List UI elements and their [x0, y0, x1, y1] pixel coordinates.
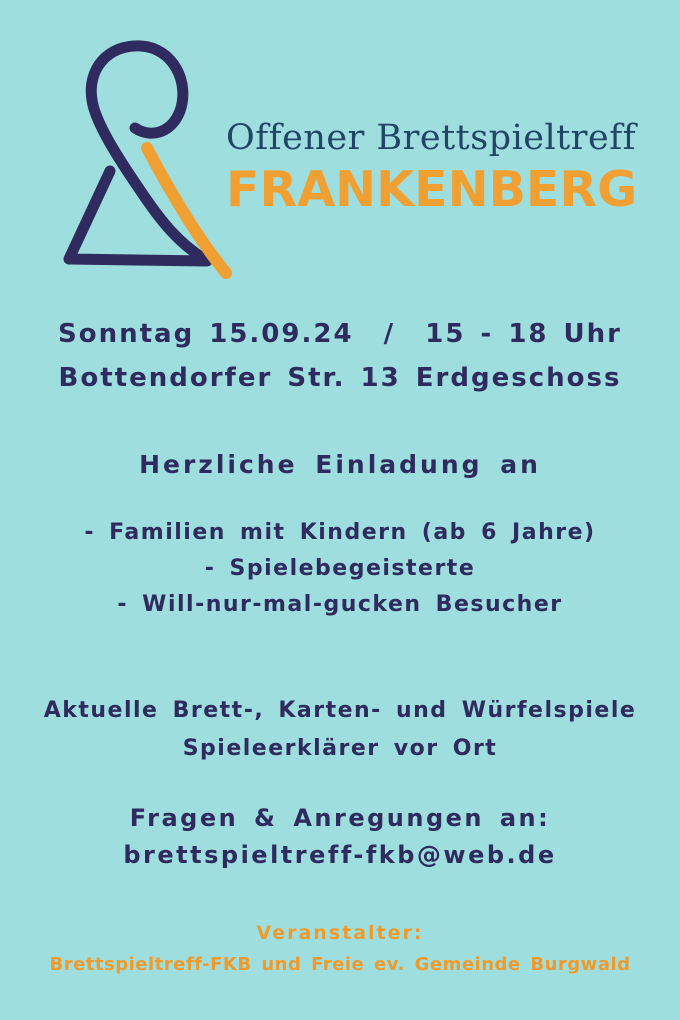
invitation-item: - Will-nur-mal-gucken Besucher: [117, 592, 563, 617]
brand-block: [226, 118, 646, 218]
brand-title: FRANKENBERG: [226, 161, 638, 218]
footer-organizers: Brettspieltreff-FKB und Freie ev. Gemeinde Burgwald: [49, 954, 631, 975]
event-address-line: Bottendorfer Str. 13 Erdgeschoss: [58, 363, 622, 393]
invitation-item: - Spielebegeisterte: [204, 556, 476, 581]
contact-email: brettspieltreff-fkb@web.de: [123, 841, 557, 869]
event-date-line: Sonntag 15.09.24 / 15 - 18 Uhr: [58, 319, 622, 349]
invitation-item: - Familien mit Kindern (ab 6 Jahre): [84, 520, 596, 545]
invitation-heading: Herzliche Einladung an: [139, 450, 541, 479]
invitation-list: [0, 515, 680, 623]
details-games-line: Aktuelle Brett-, Karten- und Würfelspiele: [43, 698, 637, 723]
contact-heading: Fragen & Anregungen an:: [129, 804, 551, 832]
details-block: [0, 692, 680, 768]
event-info: [0, 312, 680, 400]
details-explainers-line: Spieleerklärer vor Ort: [182, 736, 498, 761]
brand-subtitle: Offener Brettspieltreff: [226, 118, 637, 158]
brettspieltreff-logo: [52, 24, 247, 286]
contact-block: [0, 800, 680, 874]
footer-organizer-label: Veranstalter:: [256, 922, 424, 944]
meeple-line-logo-icon: [52, 24, 247, 286]
footer-block: [0, 918, 680, 980]
